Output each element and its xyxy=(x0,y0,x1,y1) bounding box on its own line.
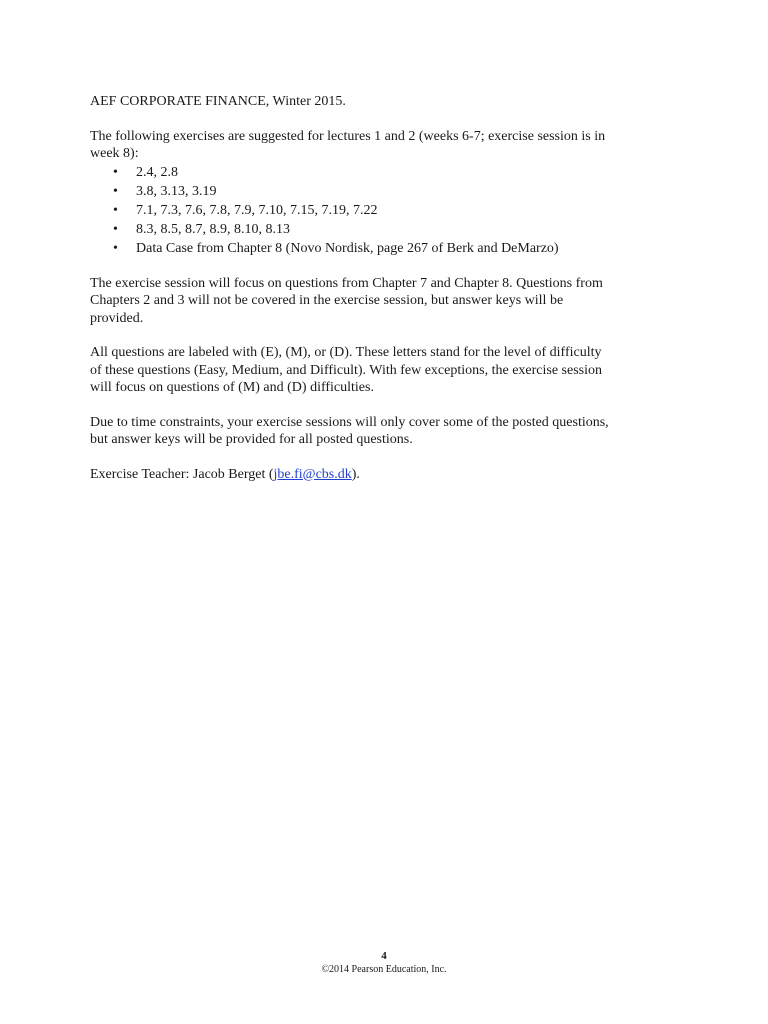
list-item xyxy=(90,239,660,258)
paragraph-line: The exercise session will focus on questions from Chapter 7 and Chapter 8. Questions from xyxy=(90,275,603,291)
paragraph-line: but answer keys will be provided for all posted questions. xyxy=(90,432,413,447)
list-item xyxy=(90,220,660,239)
bullet-icon: • xyxy=(113,183,118,199)
copyright-notice: ©2014 Pearson Education, Inc. xyxy=(321,964,447,975)
bullet-icon: • xyxy=(113,202,118,218)
exercise-list xyxy=(90,163,660,258)
teacher-prefix: Exercise Teacher: Jacob Berget ( xyxy=(90,466,274,482)
bullet-icon: • xyxy=(113,164,118,180)
paragraph-line: All questions are labeled with (E), (M), or (D). These letters stand for the level of difficulty xyxy=(90,345,602,360)
paragraph-line: Chapters 2 and 3 will not be covered in the exercise session, but answer keys will be xyxy=(90,293,564,308)
bullet-icon: • xyxy=(113,240,118,256)
exercise-item-text: 3.8, 3.13, 3.19 xyxy=(136,183,217,199)
list-item xyxy=(90,163,660,182)
intro-line: The following exercises are suggested for lectures 1 and 2 (weeks 6-7; exercise session is in xyxy=(90,128,606,144)
paragraph-line: provided. xyxy=(90,310,144,326)
paragraph-line: of these questions (Easy, Medium, and Difficult). With few exceptions, the exercise session xyxy=(90,362,602,378)
paragraph-line: Due to time constraints, your exercise sessions will only cover some of the posted questions, xyxy=(90,414,609,430)
difficulty-paragraph xyxy=(90,344,660,397)
list-item xyxy=(90,182,660,201)
exercise-item-text: 2.4, 2.8 xyxy=(136,164,178,180)
focus-paragraph xyxy=(90,275,660,328)
teacher-suffix: ). xyxy=(351,466,360,482)
list-item xyxy=(90,201,660,220)
intro-line: week 8): xyxy=(90,146,139,161)
document-body xyxy=(90,93,660,483)
document-title: AEF CORPORATE FINANCE, Winter 2015. xyxy=(90,94,346,109)
paragraph-line: will focus on questions of (M) and (D) difficulties. xyxy=(90,380,374,395)
teacher-line xyxy=(90,466,660,484)
bullet-icon: • xyxy=(113,221,118,237)
exercise-item-text: 8.3, 8.5, 8.7, 8.9, 8.10, 8.13 xyxy=(136,221,290,237)
teacher-email-link[interactable]: jbe.fi@cbs.dk xyxy=(273,466,352,482)
intro-paragraph xyxy=(90,128,660,163)
time-constraints-paragraph xyxy=(90,414,660,449)
page-number: 4 xyxy=(381,950,387,962)
exercise-item-text: 7.1, 7.3, 7.6, 7.8, 7.9, 7.10, 7.15, 7.19, 7.22 xyxy=(136,202,378,218)
exercise-item-text: Data Case from Chapter 8 (Novo Nordisk, page 267 of Berk and DeMarzo) xyxy=(136,240,559,256)
